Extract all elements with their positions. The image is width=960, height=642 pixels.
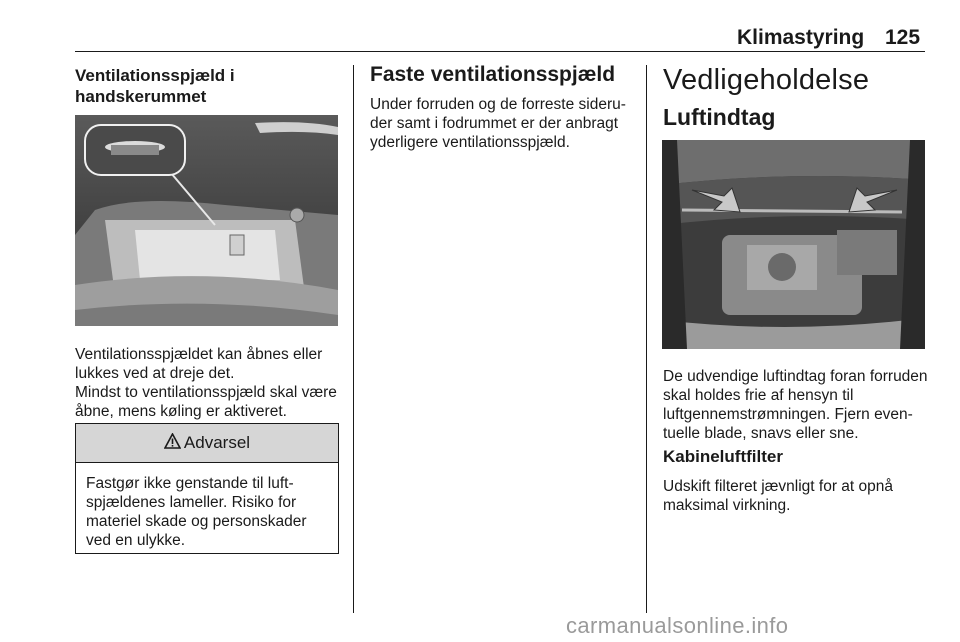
page-number: 125 bbox=[885, 26, 921, 49]
paragraph: Ventilationsspjældet kan åbnes eller lukkes ved at dreje det. bbox=[75, 346, 323, 382]
warning-box bbox=[75, 423, 339, 554]
warning-text: Fastgør ikke genstande til luft-spjældenes lameller. Risiko for materiel skade og personskader ved en ulykke. bbox=[86, 475, 307, 549]
column-divider bbox=[646, 65, 647, 613]
paragraph: De udvendige luftindtag foran forruden skal holdes frie af hensyn til luftgennemstrømningen. Fjern even-tuelle blade, snavs eller sne. bbox=[663, 368, 928, 442]
maintenance-heading: Vedligeholdelse bbox=[663, 64, 870, 96]
column-divider bbox=[353, 65, 354, 613]
warning-header bbox=[76, 424, 338, 463]
watermark: carmanualsonline.info bbox=[566, 613, 789, 638]
cabin-filter-heading: Kabineluftfilter bbox=[663, 447, 783, 466]
warning-triangle-icon bbox=[164, 433, 181, 454]
glovebox-vent-image bbox=[75, 115, 338, 326]
paragraph: Under forruden og de forreste sideru-der samt i fodrummet er der anbragt yderligere ventilationsspjæld. bbox=[370, 96, 626, 151]
engine-bay-image bbox=[662, 140, 925, 349]
paragraph: Udskift filteret jævnligt for at opnå maksimal virkning. bbox=[663, 478, 894, 514]
glovebox-vent-heading: Ventilationsspjæld i handskerummet bbox=[75, 66, 235, 106]
section-title: Klimastyring bbox=[737, 26, 865, 49]
air-intake-heading: Luftindtag bbox=[663, 104, 776, 130]
fixed-vents-heading: Faste ventilationsspjæld bbox=[370, 63, 616, 86]
warning-title: Advarsel bbox=[183, 433, 251, 452]
paragraph: Mindst to ventilationsspjæld skal være åbne, mens køling er aktiveret. bbox=[75, 384, 337, 420]
header-rule bbox=[75, 51, 925, 52]
